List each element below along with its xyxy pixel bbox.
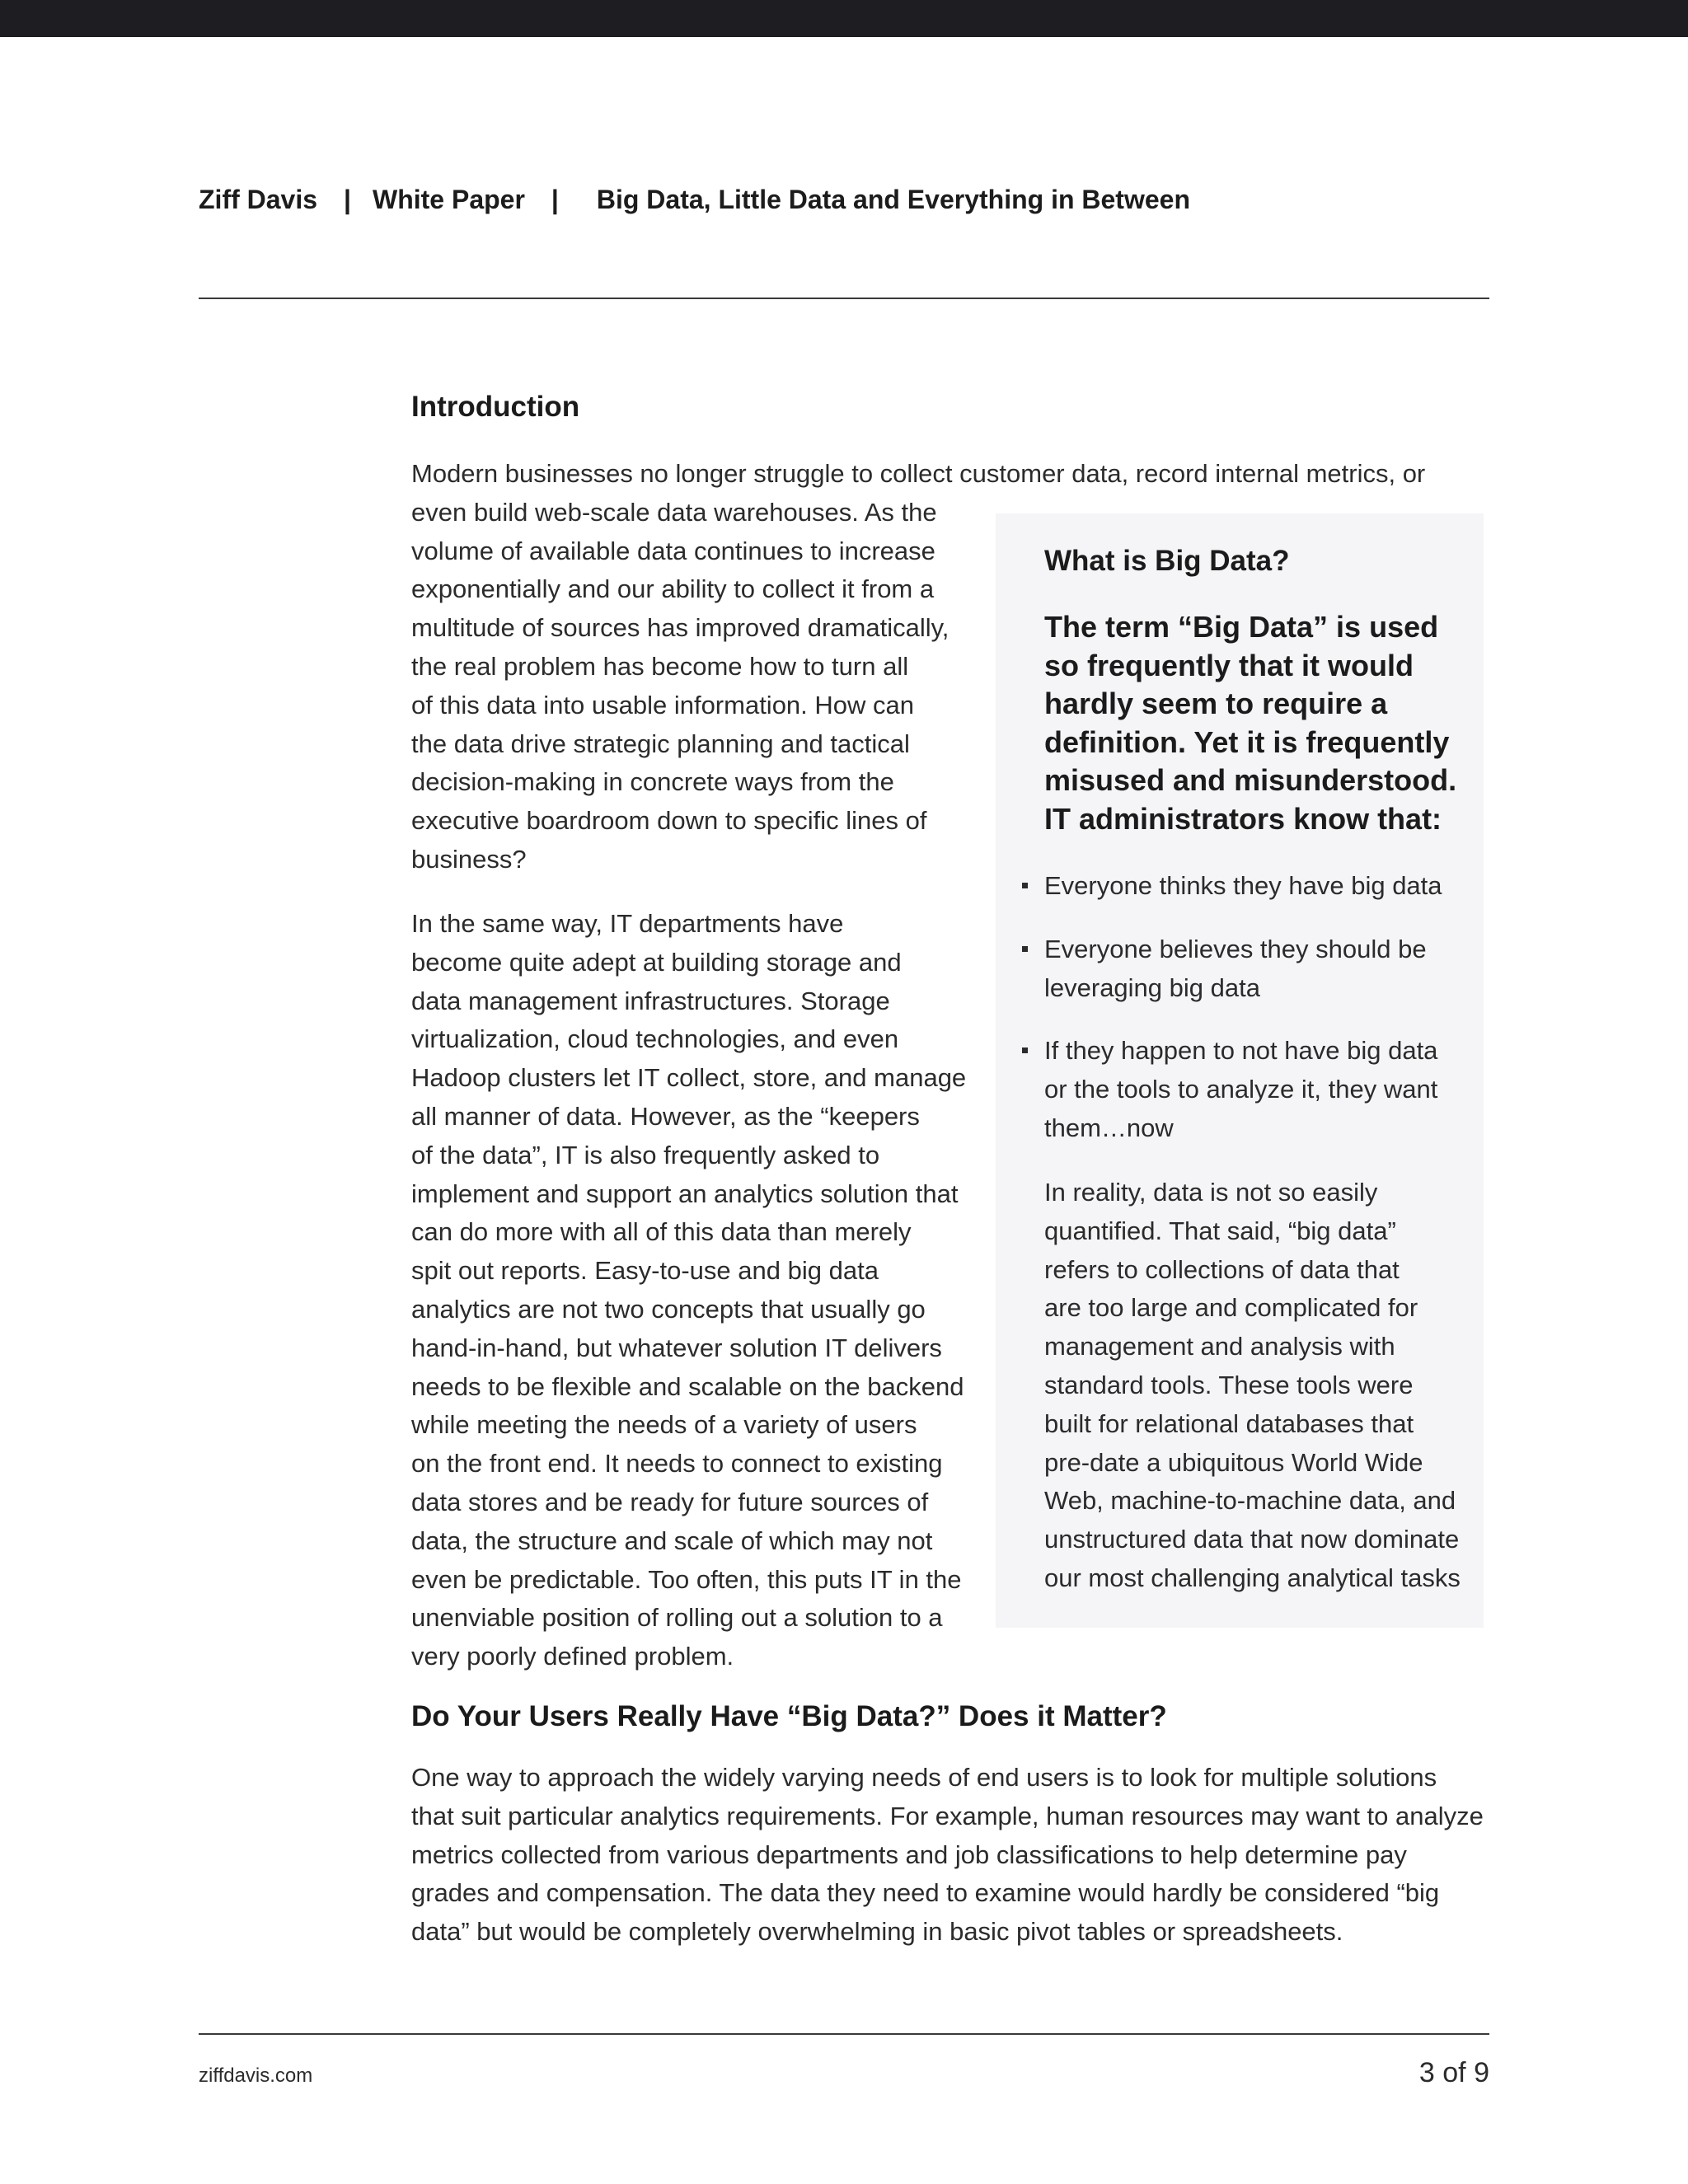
list-item (1020, 867, 1482, 906)
text-line: so frequently that it would (1044, 648, 1414, 682)
header-divider (199, 298, 1489, 299)
text-line: In reality, data is not so easily (1044, 1178, 1378, 1207)
text-line: Everyone believes they should be (1044, 934, 1427, 963)
top-bar (0, 0, 1688, 37)
text-line: can do more with all of this data than merely (411, 1217, 912, 1247)
text-line: data stores and be ready for future sources of (411, 1487, 929, 1516)
text-line: while meeting the needs of a variety of users (411, 1410, 917, 1440)
text-line: become quite adept at building storage and (411, 947, 902, 977)
text-line: even be predictable. Too often, this puts IT in the (411, 1564, 962, 1594)
page-header (199, 181, 1190, 218)
text-line: exponentially and our ability to collect it from a (411, 574, 935, 604)
text-line: The term “Big Data” is used (1044, 610, 1439, 644)
text-line: business? (411, 844, 527, 874)
section-heading: Do Your Users Really Have “Big Data?” Does it Matter? (411, 1700, 1167, 1732)
text-line: management and analysis with (1044, 1332, 1395, 1361)
sidebar-lead (1044, 608, 1473, 839)
text-line: If they happen to not have big data (1044, 1036, 1438, 1066)
text-line: hand-in-hand, but whatever solution IT delivers (411, 1333, 942, 1362)
text-line: are too large and complicated for (1044, 1293, 1418, 1323)
header-separator: | (551, 184, 559, 214)
text-line: IT administrators know that: (1044, 801, 1442, 836)
text-line: definition. Yet it is frequently (1044, 724, 1450, 759)
text-line: built for relational databases that (1044, 1408, 1414, 1438)
text-line: the real problem has become how to turn all (411, 651, 909, 681)
text-line: them…now (1044, 1113, 1174, 1142)
text-line: data management infrastructures. Storage (411, 986, 890, 1015)
footer-site-link[interactable]: ziffdavis.com (199, 2064, 313, 2087)
text-line: Web, machine-to-machine data, and (1044, 1486, 1456, 1516)
sidebar-bullet-list (1020, 867, 1482, 1148)
intro-heading: Introduction (411, 391, 580, 423)
text-line: spit out reports. Easy-to-use and big data (411, 1256, 879, 1286)
header-separator: | (344, 184, 351, 214)
text-line: refers to collections of data that (1044, 1254, 1400, 1284)
text-line: Hadoop clusters let IT collect, store, and manage (411, 1063, 967, 1093)
text-line: executive boardroom down to specific lines of (411, 806, 927, 836)
list-item (1020, 930, 1482, 1008)
text-line: misused and misunderstood. (1044, 763, 1457, 798)
text-line: hardly seem to require a (1044, 687, 1388, 721)
list-item (1020, 1032, 1482, 1147)
document-title: Big Data, Little Data and Everything in Between (596, 184, 1190, 214)
text-line: virtualization, cloud technologies, and even (411, 1024, 899, 1054)
text-line: all manner of data. However, as the “keepers (411, 1101, 920, 1131)
text-line: grades and compensation. The data they need to examine would hardly be considered “big (411, 1878, 1440, 1908)
text-line: analytics are not two concepts that usually go (411, 1294, 926, 1324)
section-paragraph (411, 1759, 1499, 1952)
text-line: pre-date a ubiquitous World Wide (1044, 1447, 1423, 1477)
text-line: unstructured data that now dominate (1044, 1525, 1460, 1554)
sidebar-heading: What is Big Data? (1044, 545, 1290, 577)
text-line: even build web-scale data warehouses. As the (411, 497, 937, 527)
text-line: implement and support an analytics solution that (411, 1179, 959, 1208)
sidebar-closing-paragraph (1044, 1174, 1481, 1598)
document-type: White Paper (372, 184, 525, 214)
text-line: or the tools to analyze it, they want (1044, 1075, 1438, 1104)
footer-divider (199, 2033, 1489, 2035)
text-line: metrics collected from various departments and job classifications to help determine pay (411, 1840, 1407, 1869)
square-bullet-icon (1022, 883, 1028, 888)
text-line: data, the structure and scale of which may not (411, 1526, 933, 1555)
text-line: needs to be flexible and scalable on the backend (411, 1371, 964, 1401)
text-line: volume of available data continues to increase (411, 536, 935, 565)
page-number: 3 of 9 (1418, 2057, 1489, 2088)
text-line: Everyone thinks they have big data (1044, 871, 1442, 900)
text-line: One way to approach the widely varying needs of end users is to look for multiple solutions (411, 1763, 1437, 1792)
square-bullet-icon (1022, 946, 1028, 952)
text-line: our most challenging analytical tasks (1044, 1563, 1461, 1592)
text-line: standard tools. These tools were (1044, 1370, 1414, 1399)
text-line: that suit particular analytics requirements. For example, human resources may want to analyze (411, 1801, 1484, 1830)
text-line: the data drive strategic planning and tactical (411, 729, 910, 758)
text-line: very poorly defined problem. (411, 1642, 734, 1671)
text-line: decision-making in concrete ways from the (411, 767, 894, 797)
brand-name: Ziff Davis (199, 184, 318, 214)
text-line: of this data into usable information. How can (411, 690, 915, 719)
text-line: In the same way, IT departments have (411, 909, 844, 938)
text-line: unenviable position of rolling out a solution to a (411, 1603, 943, 1633)
text-line: data” but would be completely overwhelming in basic pivot tables or spreadsheets. (411, 1917, 1343, 1947)
intro-paragraph-2 (411, 905, 966, 1676)
text-line: leveraging big data (1044, 972, 1260, 1002)
square-bullet-icon (1022, 1047, 1028, 1053)
text-line: of the data”, IT is also frequently asked to (411, 1140, 880, 1169)
text-line: Modern businesses no longer struggle to collect customer data, record internal metrics, or (411, 459, 1426, 488)
text-line: multitude of sources has improved dramatically, (411, 613, 950, 643)
text-line: on the front end. It needs to connect to existing (411, 1449, 943, 1479)
text-line: quantified. That said, “big data” (1044, 1216, 1396, 1245)
